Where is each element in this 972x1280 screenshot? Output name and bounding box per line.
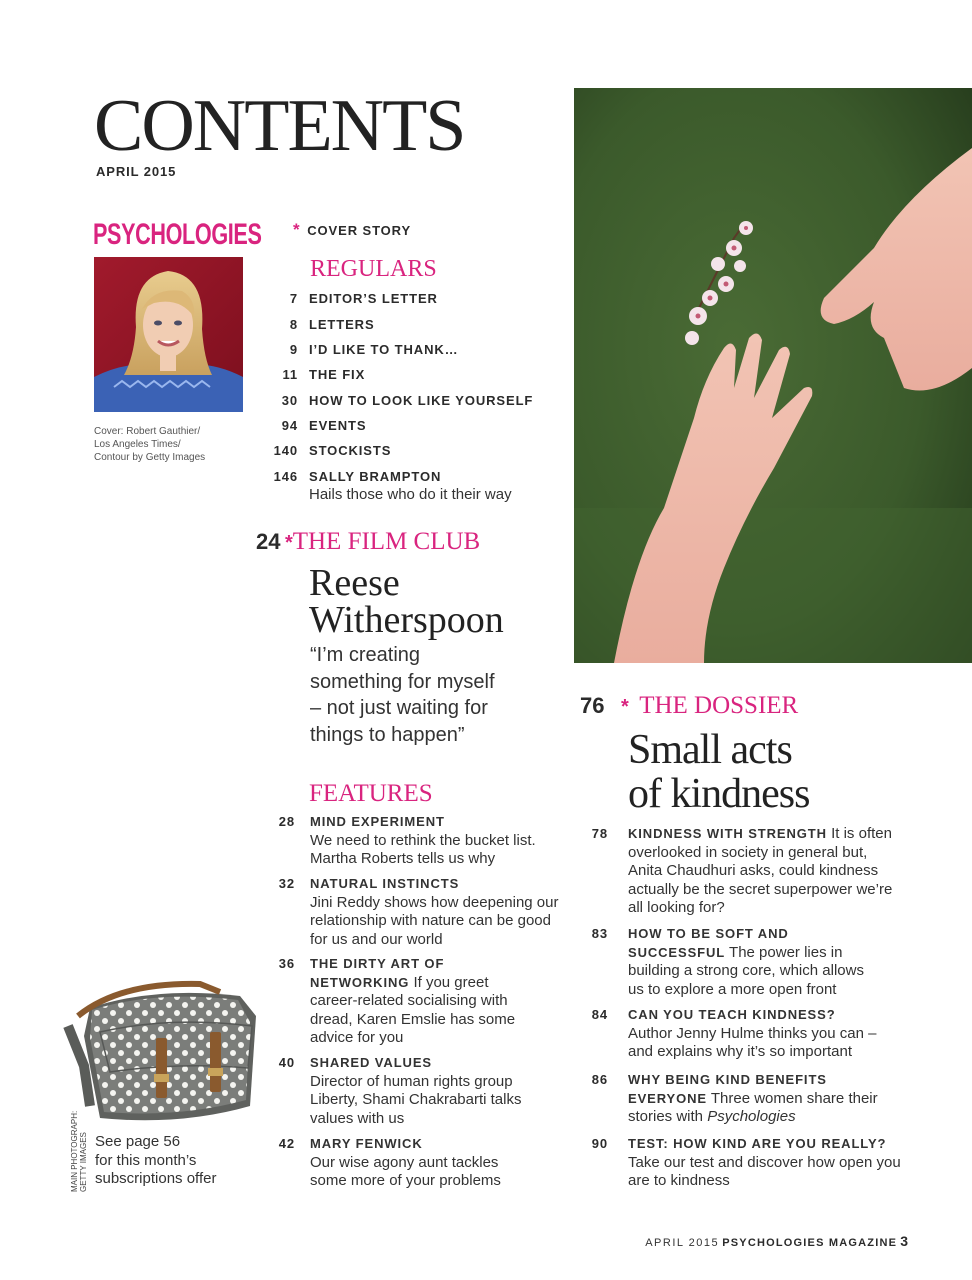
item-title: THE DIRTY ART OF NETWORKING (310, 956, 445, 990)
page-number: 36 (278, 956, 295, 971)
asterisk-icon: * (293, 220, 300, 239)
page-number: 24 (256, 529, 281, 554)
item-description: Hails those who do it their way (309, 486, 512, 503)
item-title: SALLY BRAMPTON (309, 469, 442, 484)
item-title: NATURAL INSTINCTS (310, 876, 460, 891)
features-heading: FEATURES (309, 780, 433, 807)
item-title: I’D LIKE TO THANK… (309, 342, 459, 357)
page-number: 3 (900, 1233, 908, 1249)
asterisk-icon: * (620, 696, 629, 718)
quote-line: something for myself (310, 670, 495, 693)
main-photo (574, 88, 972, 663)
issue-date: APRIL 2015 (96, 164, 177, 179)
title-line: of kindness (628, 771, 810, 817)
item-description: Director of human rights group Liberty, Shami Chakrabarti talks values with us (310, 1072, 522, 1127)
page-number: 78 (591, 826, 608, 841)
cover-star-name (309, 562, 504, 641)
cover-credit-line: Contour by Getty Images (94, 452, 206, 463)
item-title: WHY BEING KIND BENEFITS EVERYONE (628, 1072, 827, 1106)
cover-image (94, 257, 243, 412)
title-line: Small acts (628, 727, 792, 773)
item-title: TEST: HOW KIND ARE YOU REALLY? (628, 1136, 887, 1151)
pull-quote (310, 642, 495, 748)
section-heading: THE DOSSIER (639, 692, 799, 719)
page-number: 9 (289, 342, 298, 357)
item-title: THE FIX (309, 367, 366, 382)
page-footer (645, 1233, 908, 1249)
offer-line: for this month’s (95, 1151, 197, 1169)
item-description: It is often overlooked in society in general but, Anita Chaudhuri asks, could kindness actually be the secret superpower we’re all looking for? (628, 825, 893, 916)
offer-line: subscriptions offer (95, 1170, 217, 1187)
page-number: 90 (591, 1136, 608, 1151)
cover-story-text: COVER STORY (307, 223, 412, 238)
item-title: EVENTS (309, 418, 367, 433)
item-description: Author Jenny Hulme thinks you can – and explains why it’s so important (628, 1024, 877, 1060)
item-title: MARY FENWICK (310, 1136, 423, 1151)
dossier-title (628, 728, 810, 816)
page-number: 86 (591, 1072, 608, 1087)
page-number: 30 (281, 393, 298, 408)
page-number: 28 (278, 814, 295, 829)
item-description: Our wise agony aunt tackles some more of your problems (310, 1153, 501, 1189)
item-description: If you greet career-related socialising with dread, Karen Emslie has some advice for you (310, 973, 516, 1046)
magazine-logo: PSYCHOLOGIES (93, 218, 262, 251)
regulars-heading: REGULARS (310, 256, 437, 282)
item-title: HOW TO BE SOFT AND SUCCESSFUL (628, 926, 789, 960)
cover-credit-line: Los Angeles Times/ (94, 439, 181, 450)
item-title: KINDNESS WITH STRENGTH (628, 826, 827, 841)
item-title: MIND EXPERIMENT (310, 814, 445, 829)
item-description: Three women share their stories with (628, 1089, 878, 1125)
footer-date: APRIL 2015 (645, 1237, 720, 1249)
page-number: 146 (273, 469, 298, 484)
quote-line: – not just waiting for (310, 697, 488, 719)
item-title: LETTERS (309, 317, 375, 332)
item-description: Take our test and discover how open you are to kindness (628, 1153, 901, 1189)
quote-line: things to happen” (310, 723, 465, 746)
item-description: Jini Reddy shows how deepening our relationship with nature can be good for us and our world (310, 893, 559, 948)
item-title: CAN YOU TEACH KINDNESS? (628, 1007, 836, 1022)
cover-credit-line: Cover: Robert Gauthier/ (94, 426, 201, 437)
cover-story-label (293, 220, 411, 240)
offer-line: See page 56 (95, 1133, 181, 1150)
photo-credit-line: GETTY IMAGES (79, 1132, 88, 1192)
cover-credit (94, 425, 205, 464)
section-heading: THE FILM CLUB (292, 528, 481, 555)
page-number: 42 (278, 1136, 295, 1151)
page-number: 8 (289, 317, 298, 332)
item-title: SHARED VALUES (310, 1055, 432, 1070)
page-number: 76 (580, 693, 605, 718)
name-line: Reese (309, 562, 400, 604)
page-title: CONTENTS (94, 85, 465, 167)
name-line: Witherspoon (309, 599, 504, 641)
magazine-name-italic: Psychologies (707, 1108, 796, 1125)
subscription-offer[interactable] (95, 1133, 216, 1189)
item-description: The power lies in building a strong core, which allows us to explore a more open front (628, 943, 864, 998)
photo-credit-line: MAIN PHOTOGRAPH: (70, 1110, 79, 1192)
dossier-heading[interactable] (580, 692, 798, 720)
asterisk-icon: * (284, 532, 293, 554)
film-club-heading[interactable] (256, 528, 480, 556)
item-title: STOCKISTS (309, 443, 392, 458)
page-number: 83 (591, 926, 608, 941)
page-number: 11 (282, 367, 298, 382)
page-number: 140 (273, 443, 298, 458)
page-number: 32 (278, 876, 295, 891)
item-title: EDITOR’S LETTER (309, 291, 438, 306)
page-number: 94 (281, 418, 298, 433)
item-description: We need to rethink the bucket list. Martha Roberts tells us why (310, 831, 536, 867)
footer-magazine: PSYCHOLOGIES MAGAZINE (722, 1237, 898, 1249)
quote-line: “I’m creating (310, 644, 421, 666)
page-number: 40 (278, 1055, 295, 1070)
item-title: HOW TO LOOK LIKE YOURSELF (309, 393, 534, 408)
page-number: 84 (591, 1007, 608, 1022)
page-number: 7 (289, 291, 298, 306)
